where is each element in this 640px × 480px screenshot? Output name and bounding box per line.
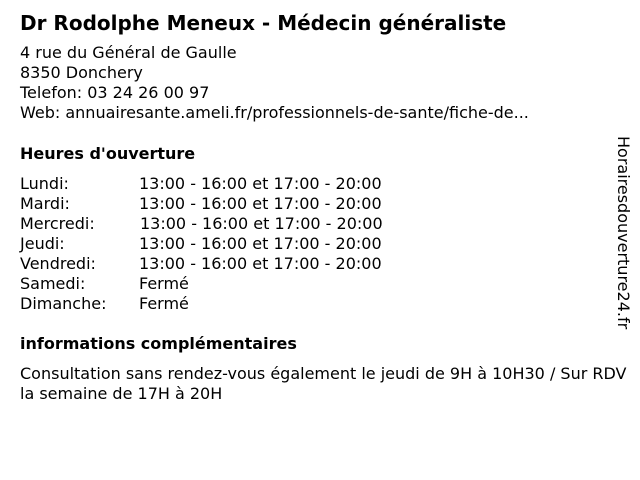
address-block xyxy=(20,43,529,123)
day-label: Mardi: xyxy=(20,194,70,213)
website-link[interactable]: Web: annuairesante.ameli.fr/professionnels-de-sante/fiche-de... xyxy=(20,103,529,122)
day-hours: Fermé xyxy=(139,294,189,313)
day-label: Samedi: xyxy=(20,274,86,293)
day-hours: Fermé xyxy=(139,274,189,293)
opening-hours-heading: Heures d'ouverture xyxy=(20,144,196,163)
watermark-text: Horairesdouverture24.fr xyxy=(614,136,633,330)
phone-number: Telefon: 03 24 26 00 97 xyxy=(20,83,210,102)
additional-info-text: Consultation sans rendez-vous également le jeudi de 9H à 10H30 / Sur RDV la semaine de 17H à 20H xyxy=(20,364,627,403)
city: 8350 Donchery xyxy=(20,63,143,82)
day-hours: 13:00 - 16:00 et 17:00 - 20:00 xyxy=(139,194,382,213)
day-label: Vendredi: xyxy=(20,254,96,273)
day-label: Lundi: xyxy=(20,174,69,193)
day-hours: 13:00 - 16:00 et 17:00 - 20:00 xyxy=(139,174,382,193)
day-label: Jeudi: xyxy=(20,234,65,253)
day-label: Mercredi: xyxy=(20,214,95,233)
page-title: Dr Rodolphe Meneux - Médecin généraliste xyxy=(20,11,507,35)
additional-info-heading: informations complémentaires xyxy=(20,334,297,353)
day-label: Dimanche: xyxy=(20,294,107,313)
street-address: 4 rue du Général de Gaulle xyxy=(20,43,237,62)
day-hours: 13:00 - 16:00 et 17:00 - 20:00 xyxy=(139,254,382,273)
watermark xyxy=(613,136,633,356)
day-hours: 13:00 - 16:00 et 17:00 - 20:00 xyxy=(140,214,383,233)
day-hours: 13:00 - 16:00 et 17:00 - 20:00 xyxy=(139,234,382,253)
